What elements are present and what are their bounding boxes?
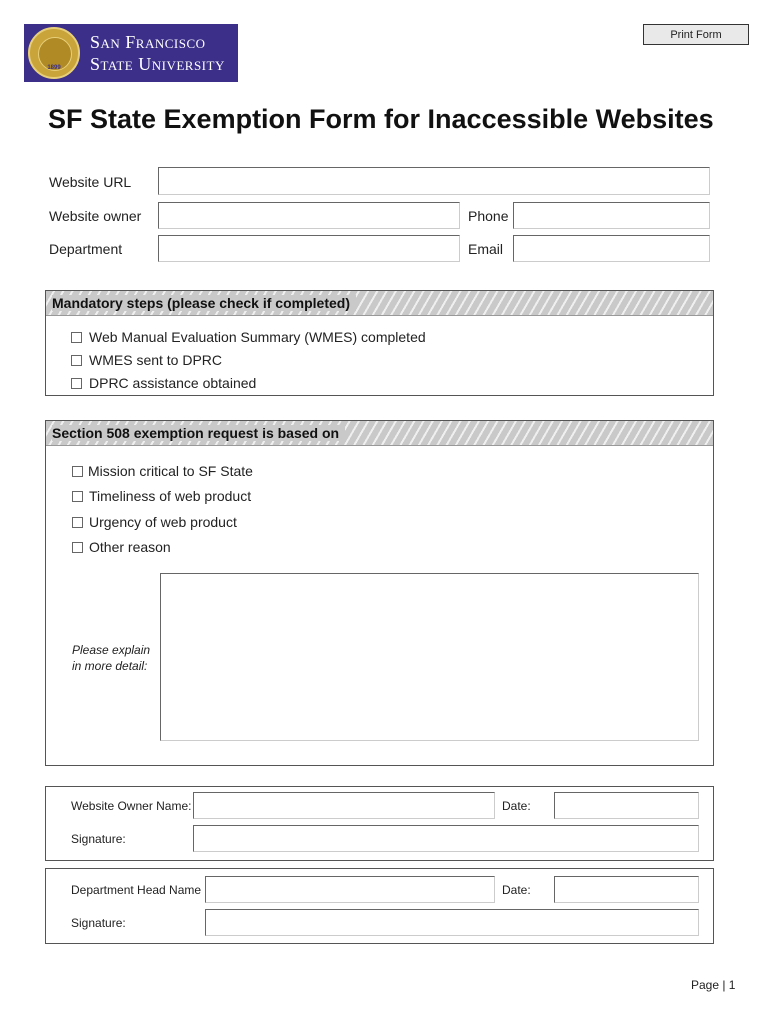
mission-critical-label: Mission critical to SF State: [88, 463, 253, 479]
website-url-input[interactable]: [158, 167, 710, 195]
website-url-label: Website URL: [49, 174, 132, 190]
owner-signature-input[interactable]: [193, 825, 699, 852]
mission-critical-checkbox[interactable]: [72, 466, 83, 477]
page-number: Page | 1: [691, 978, 736, 992]
email-label: Email: [468, 241, 504, 257]
other-reason-checkbox[interactable]: [72, 542, 83, 553]
phone-input[interactable]: [513, 202, 710, 229]
dept-head-date-label: Date:: [502, 883, 531, 897]
section-508-title: Section 508 exemption request is based on: [52, 425, 345, 441]
owner-date-input[interactable]: [554, 792, 699, 819]
wmes-completed-label: Web Manual Evaluation Summary (WMES) completed: [89, 329, 426, 345]
department-input[interactable]: [158, 235, 460, 262]
dept-head-date-input[interactable]: [554, 876, 699, 903]
owner-date-label: Date:: [502, 799, 531, 813]
website-owner-label: Website owner: [49, 208, 142, 224]
dept-head-signature-input[interactable]: [205, 909, 699, 936]
explain-label-line-2: in more detail:: [72, 659, 148, 673]
university-seal-icon: [28, 27, 80, 79]
dept-head-name-label: Department Head Name: [71, 883, 202, 897]
section-508-header: [46, 421, 713, 446]
urgency-label: Urgency of web product: [89, 514, 237, 530]
phone-label: Phone: [468, 208, 509, 224]
owner-signature-label: Signature:: [71, 832, 126, 846]
page-title: SF State Exemption Form for Inaccessible Websites: [48, 104, 714, 134]
wmes-sent-checkbox[interactable]: [71, 355, 82, 366]
university-logo: [24, 24, 238, 82]
dept-head-name-input[interactable]: [205, 876, 495, 903]
wmes-completed-checkbox[interactable]: [71, 332, 82, 343]
owner-name-input[interactable]: [193, 792, 495, 819]
mandatory-steps-header: [46, 291, 713, 316]
logo-line-2: State University: [90, 54, 225, 74]
seal-year: 1899: [47, 65, 61, 71]
dept-head-signature-label: Signature:: [71, 916, 126, 930]
explain-detail-textarea[interactable]: [160, 573, 699, 741]
print-form-button[interactable]: Print Form: [643, 24, 749, 45]
urgency-checkbox[interactable]: [72, 517, 83, 528]
logo-line-1: San Francisco: [90, 32, 206, 52]
dprc-assistance-label: DPRC assistance obtained: [89, 375, 257, 391]
department-label: Department: [49, 241, 123, 257]
timeliness-label: Timeliness of web product: [89, 488, 252, 504]
mandatory-steps-title: Mandatory steps (please check if completed): [52, 295, 356, 311]
wmes-sent-label: WMES sent to DPRC: [89, 352, 223, 368]
other-reason-label: Other reason: [89, 539, 171, 555]
owner-name-label: Website Owner Name:: [71, 799, 192, 813]
explain-label-line-1: Please explain: [72, 643, 151, 657]
email-input[interactable]: [513, 235, 710, 262]
timeliness-checkbox[interactable]: [72, 491, 83, 502]
website-owner-input[interactable]: [158, 202, 460, 229]
dprc-assistance-checkbox[interactable]: [71, 378, 82, 389]
